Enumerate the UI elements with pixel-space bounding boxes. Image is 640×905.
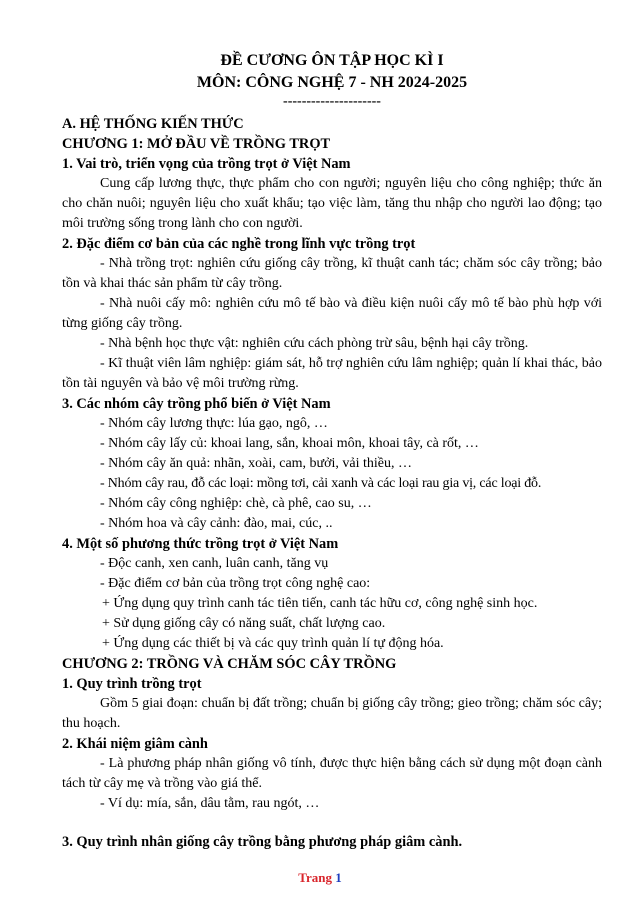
ch1-section-4-heading: 4. Một số phương thức trồng trọt ở Việt Nam bbox=[62, 536, 339, 552]
section-a-heading: A. HỆ THỐNG KIẾN THỨC bbox=[62, 116, 244, 132]
sub-list-item: + Ứng dụng các thiết bị và các quy trình quản lí tự động hóa. bbox=[102, 636, 444, 651]
list-item: - Nhóm cây lấy củ: khoai lang, sắn, khoai môn, khoai tây, cà rốt, … bbox=[100, 436, 479, 451]
spacer bbox=[62, 814, 602, 832]
list-item: - Độc canh, xen canh, luân canh, tăng vụ bbox=[100, 556, 329, 571]
ch2-section-2-heading: 2. Khái niệm giâm cành bbox=[62, 736, 208, 752]
list-item: - Đặc điểm cơ bản của trồng trọt công nghệ cao: bbox=[100, 576, 371, 591]
document-page bbox=[62, 50, 602, 852]
ch2-section-1-text: Gồm 5 giai đoạn: chuẩn bị đất trồng; chuẩn bị giống cây trồng; gieo trồng; chăm sóc cây; thu hoạch. bbox=[62, 696, 602, 731]
list-item: - Nhóm cây lương thực: lúa gạo, ngô, … bbox=[100, 416, 328, 431]
ch2-section-3-heading: 3. Quy trình nhân giống cây trồng bằng phương pháp giâm cành. bbox=[62, 834, 463, 850]
ch1-section-1-heading: 1. Vai trò, triển vọng của trồng trọt ở Việt Nam bbox=[62, 156, 351, 172]
sub-list-item: + Ứng dụng quy trình canh tác tiên tiến, canh tác hữu cơ, công nghệ sinh học. bbox=[102, 596, 538, 611]
list-item: - Nhóm cây ăn quả: nhãn, xoài, cam, bưởi, vải thiều, … bbox=[100, 456, 413, 471]
list-item: - Nhà bệnh học thực vật: nghiên cứu cách phòng trừ sâu, bệnh hại cây trồng. bbox=[100, 336, 529, 351]
list-item: - Nhà trồng trọt: nghiên cứu giống cây trồng, kĩ thuật canh tác; chăm sóc cây trồng; bảo tồn và khai thác sản phẩm từ cây trồng. bbox=[62, 256, 602, 291]
ch2-section-2-example: - Ví dụ: mía, sắn, dâu tằm, rau ngót, … bbox=[100, 796, 320, 811]
list-item: - Nhóm cây rau, đỗ các loại: mồng tơi, cải xanh và các loại rau gia vị, các loại đỗ. bbox=[100, 476, 542, 491]
document-title: ĐỀ CƯƠNG ÔN TẬP HỌC KÌ I bbox=[220, 52, 444, 69]
title-divider: --------------------- bbox=[283, 94, 381, 109]
list-item: - Nhóm hoa và cây cảnh: đào, mai, cúc, .. bbox=[100, 516, 333, 531]
ch1-section-3-heading: 3. Các nhóm cây trồng phổ biến ở Việt Nam bbox=[62, 396, 331, 412]
ch1-section-2-heading: 2. Đặc điểm cơ bản của các nghề trong lĩnh vực trồng trọt bbox=[62, 236, 416, 252]
ch2-section-1-heading: 1. Quy trình trồng trọt bbox=[62, 676, 202, 692]
document-subtitle: MÔN: CÔNG NGHỆ 7 - NH 2024-2025 bbox=[196, 74, 468, 91]
ch2-section-2-text: - Là phương pháp nhân giống vô tính, được thực hiện bằng cách sử dụng một đoạn cành tách từ cây mẹ và trồng vào giá thể. bbox=[62, 756, 602, 791]
page-footer bbox=[0, 870, 640, 886]
page-number: 1 bbox=[335, 870, 342, 885]
ch1-section-1-text: Cung cấp lương thực, thực phẩm cho con người; nguyên liệu cho công nghiệp; thức ăn cho chăn nuôi; nguyên liệu cho xuất khẩu; tạo việc làm, tăng thu nhập cho người lao động; tạo môi trường sống trong lành cho con người. bbox=[62, 176, 602, 231]
list-item: - Nhóm cây công nghiệp: chè, cà phê, cao su, … bbox=[100, 496, 372, 511]
sub-list-item: + Sử dụng giống cây có năng suất, chất lượng cao. bbox=[102, 616, 386, 631]
list-item: - Kĩ thuật viên lâm nghiệp: giám sát, hỗ trợ nghiên cứu lâm nghiệp; quản lí khai thác, bảo tồn tài nguyên và bảo vệ môi trường rừng. bbox=[62, 356, 602, 391]
chapter-2-heading: CHƯƠNG 2: TRỒNG VÀ CHĂM SÓC CÂY TRỒNG bbox=[62, 656, 397, 672]
chapter-1-heading: CHƯƠNG 1: MỞ ĐẦU VỀ TRỒNG TRỌT bbox=[62, 136, 331, 152]
page-label: Trang bbox=[298, 870, 332, 885]
list-item: - Nhà nuôi cấy mô: nghiên cứu mô tế bào và điều kiện nuôi cấy mô tế bào phù hợp với từng giống cây trồng. bbox=[62, 296, 602, 331]
